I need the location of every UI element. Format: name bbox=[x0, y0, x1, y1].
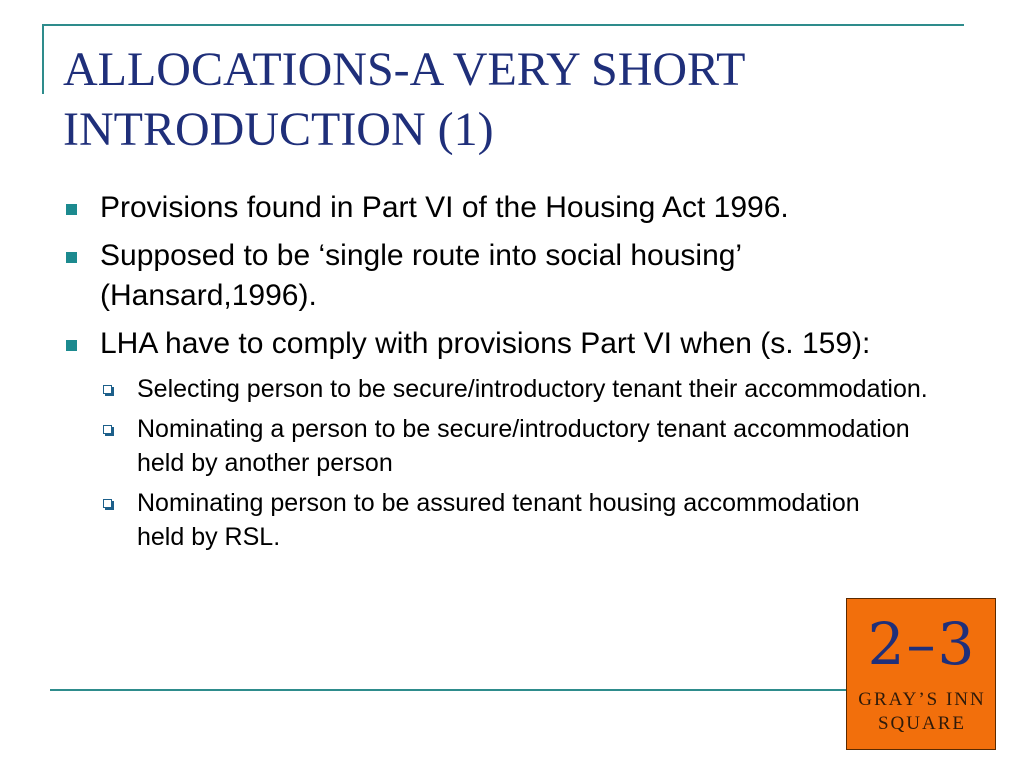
top-horizontal-rule bbox=[42, 24, 964, 26]
logo-text-line-2: SQUARE bbox=[877, 713, 966, 734]
hollow-square-bullet-icon bbox=[103, 499, 112, 508]
bullet-item bbox=[62, 236, 962, 316]
hollow-square-bullet-icon bbox=[103, 385, 112, 394]
sub-bullet-item bbox=[62, 372, 962, 406]
slide-title: ALLOCATIONS-A VERY SHORT INTRODUCTION (1) bbox=[63, 43, 745, 156]
hollow-square-bullet-icon bbox=[103, 425, 112, 434]
square-bullet-icon bbox=[66, 204, 77, 215]
grays-inn-square-logo bbox=[846, 598, 996, 750]
bullet-text: LHA have to comply with provisions Part VI when (s. 159): bbox=[100, 327, 871, 360]
sub-bullet-item bbox=[62, 412, 962, 480]
logo-text-line-1: GRAY’S INN bbox=[858, 689, 986, 710]
sub-bullet-text: Nominating person to be assured tenant housing accommodation held by RSL. bbox=[137, 489, 860, 551]
sub-bullet-item bbox=[62, 486, 897, 554]
square-bullet-icon bbox=[66, 340, 77, 351]
slide-body bbox=[62, 188, 962, 560]
sub-bullet-text: Nominating a person to be secure/introductory tenant accommodation held by another person bbox=[137, 415, 910, 477]
bullet-text: Supposed to be ‘single route into social housing’ (Hansard,1996). bbox=[100, 239, 741, 312]
logo-number: 2–3 bbox=[867, 610, 977, 678]
square-bullet-icon bbox=[66, 252, 77, 263]
bottom-horizontal-rule bbox=[50, 689, 846, 691]
top-left-vertical-rule bbox=[42, 24, 44, 94]
bullet-text: Provisions found in Part VI of the Housing Act 1996. bbox=[100, 191, 789, 224]
bullet-item bbox=[62, 324, 962, 364]
bullet-item bbox=[62, 188, 962, 228]
sub-bullet-text: Selecting person to be secure/introductory tenant their accommodation. bbox=[137, 375, 928, 403]
